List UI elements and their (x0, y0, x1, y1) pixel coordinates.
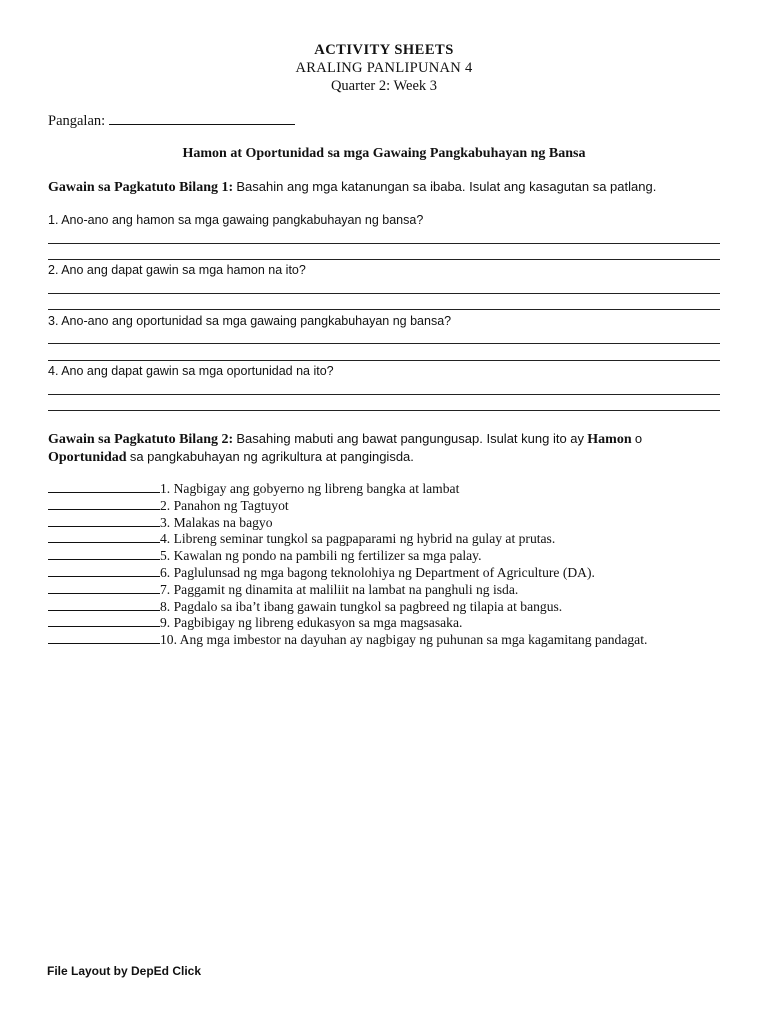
item-text: 2. Panahon ng Tagtuyot (160, 497, 289, 513)
sheet-title: ACTIVITY SHEETS (314, 42, 454, 58)
list-item (48, 530, 647, 547)
name-label: Pangalan: (48, 113, 106, 129)
list-item (48, 547, 647, 564)
answer-blank[interactable] (48, 497, 160, 510)
activity1-instruction (48, 178, 728, 196)
list-item (48, 564, 647, 581)
activity2-label: Gawain sa Pagkatuto Bilang 2: (48, 432, 234, 447)
keyword-hamon: Hamon (587, 432, 632, 447)
quarter-week: Quarter 2: Week 3 (330, 78, 438, 94)
answer-line[interactable] (48, 259, 720, 260)
answer-blank[interactable] (48, 598, 160, 611)
activity2-text: Basahing mabuti ang bawat pangungusap. Isulat kung ito ay (236, 431, 585, 446)
answer-blank[interactable] (48, 564, 160, 577)
list-item (48, 497, 647, 514)
answer-line[interactable] (48, 293, 720, 294)
item-text: 5. Kawalan ng pondo na pambili ng fertilizer sa mga palay. (160, 548, 482, 564)
item-text: 8. Pagdalo sa iba’t ibang gawain tungkol sa pagbreed ng tilapia at bangus. (160, 598, 563, 614)
item-text: 3. Malakas na bagyo (160, 514, 273, 530)
question-3: 3. Ano-ano ang oportunidad sa mga gawaing pangkabuhayan ng bansa? (48, 314, 452, 328)
activity2-text-end: sa pangkabuhayan ng agrikultura at pangingisda. (129, 449, 414, 464)
item-text: 7. Paggamit ng dinamita at maliliit na lambat na panghuli ng isda. (160, 581, 519, 597)
activity2-items (48, 480, 647, 648)
question-1: 1. Ano-ano ang hamon sa mga gawaing pangkabuhayan ng bansa? (48, 213, 424, 227)
question-4: 4. Ano ang dapat gawin sa mga oportunidad na ito? (48, 364, 334, 378)
answer-line[interactable] (48, 360, 720, 361)
answer-line[interactable] (48, 243, 720, 244)
answer-blank[interactable] (48, 581, 160, 594)
keyword-oportunidad: Oportunidad (48, 450, 127, 465)
list-item (48, 514, 647, 531)
answer-line[interactable] (48, 410, 720, 411)
activity1-label: Gawain sa Pagkatuto Bilang 1: (48, 180, 234, 195)
subject-title: ARALING PANLIPUNAN 4 (295, 60, 473, 76)
answer-line[interactable] (48, 394, 720, 395)
activity2-instruction (48, 430, 728, 466)
answer-blank[interactable] (48, 514, 160, 527)
list-item (48, 631, 647, 648)
question-2: 2. Ano ang dapat gawin sa mga hamon na ito? (48, 263, 306, 277)
name-blank[interactable] (109, 110, 295, 125)
answer-blank[interactable] (48, 480, 160, 493)
name-row (48, 110, 295, 130)
activity1-text: Basahin ang mga katanungan sa ibaba. Isulat ang kasagutan sa patlang. (236, 179, 657, 194)
answer-blank[interactable] (48, 614, 160, 627)
item-text: 10. Ang mga imbestor na dayuhan ay nagbigay ng puhunan sa mga kagamitang pandagat. (160, 632, 648, 648)
list-item (48, 614, 647, 631)
list-item (48, 598, 647, 615)
item-text: 4. Libreng seminar tungkol sa pagpaparami ng hybrid na gulay at prutas. (160, 531, 556, 547)
item-text: 9. Pagbibigay ng libreng edukasyon sa mga magsasaka. (160, 615, 463, 631)
worksheet-title: Hamon at Oportunidad sa mga Gawaing Pangkabuhayan ng Bansa (182, 146, 586, 161)
answer-blank[interactable] (48, 547, 160, 560)
footer-credit: File Layout by DepEd Click (47, 964, 202, 978)
answer-line[interactable] (48, 343, 720, 344)
item-text: 1. Nagbigay ang gobyerno ng libreng bangka at lambat (160, 481, 460, 496)
answer-blank[interactable] (48, 530, 160, 543)
answer-line[interactable] (48, 309, 720, 310)
answer-blank[interactable] (48, 631, 160, 644)
list-item (48, 581, 647, 598)
list-item (48, 480, 647, 497)
item-text: 6. Paglulunsad ng mga bagong teknolohiya ng Department of Agriculture (DA). (160, 564, 595, 580)
activity2-text-or: o (634, 431, 643, 446)
